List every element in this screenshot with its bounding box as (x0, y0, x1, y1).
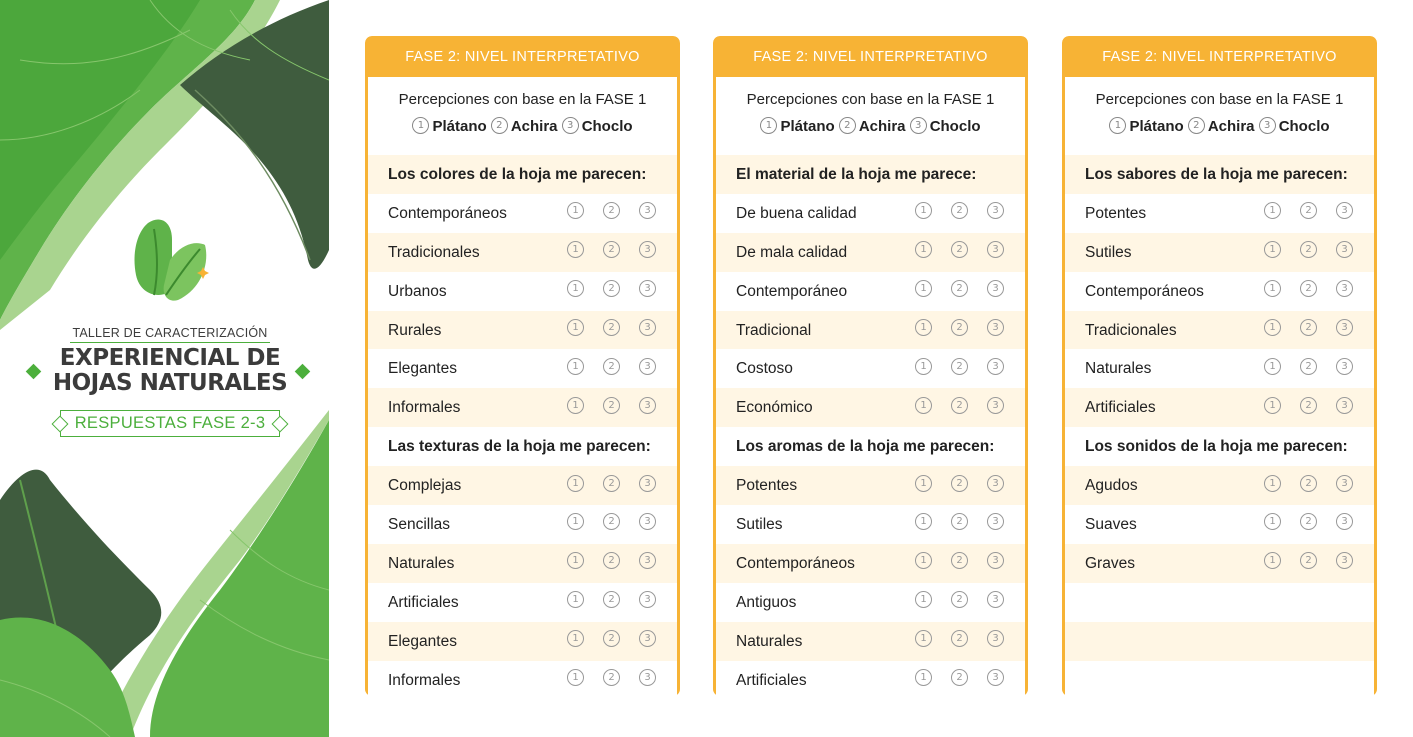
option-2-radio[interactable]: 2 (1300, 319, 1317, 336)
row-label: Sutiles (736, 516, 783, 534)
rating-row (716, 622, 1025, 661)
option-2-radio[interactable]: 2 (1300, 397, 1317, 414)
option-1-radio[interactable]: 1 (915, 280, 932, 297)
option-1-radio[interactable]: 1 (567, 319, 584, 336)
option-3-radio[interactable]: 3 (987, 475, 1004, 492)
legend-label: Plátano (432, 118, 487, 135)
number-2-icon: 2 (491, 117, 508, 134)
row-label: Graves (1085, 554, 1135, 572)
option-2-radio[interactable]: 2 (603, 475, 620, 492)
option-1-radio[interactable]: 1 (1264, 241, 1281, 258)
option-3-radio[interactable]: 3 (987, 591, 1004, 608)
empty-row (1065, 661, 1374, 696)
card-header: FASE 2: NIVEL INTERPRETATIVO (1062, 36, 1377, 77)
intro-text: Percepciones con base en la FASE 1 (398, 91, 647, 108)
rating-options (567, 349, 675, 389)
option-3-radio[interactable]: 3 (639, 630, 656, 647)
rating-options (915, 311, 1023, 351)
rating-options (567, 583, 675, 623)
option-2-radio[interactable]: 2 (951, 475, 968, 492)
option-1-radio[interactable]: 1 (567, 591, 584, 608)
row-label: Agudos (1085, 477, 1138, 495)
row-label: Naturales (736, 632, 803, 650)
row-label: Informales (388, 399, 461, 417)
option-3-radio[interactable]: 3 (987, 202, 1004, 219)
option-3-radio[interactable]: 3 (987, 358, 1004, 375)
option-2-radio[interactable]: 2 (1300, 513, 1317, 530)
option-2-radio[interactable]: 2 (603, 630, 620, 647)
rating-options (1264, 544, 1372, 584)
row-label: Elegantes (388, 632, 457, 650)
option-1-radio[interactable]: 1 (567, 475, 584, 492)
row-label: Elegantes (388, 360, 457, 378)
row-label: Contemporáneo (736, 282, 848, 300)
number-3-icon: 3 (562, 117, 579, 134)
rating-options (1264, 194, 1372, 234)
option-1-radio[interactable]: 1 (915, 397, 932, 414)
row-label: Contemporáneos (1085, 282, 1204, 300)
empty-row (1065, 622, 1374, 661)
row-label: De buena calidad (736, 204, 857, 222)
rating-row (716, 544, 1025, 583)
option-1-radio[interactable]: 1 (1264, 280, 1281, 297)
rating-options (915, 622, 1023, 662)
option-3-radio[interactable]: 3 (1336, 358, 1353, 375)
option-1-radio[interactable]: 1 (915, 241, 932, 258)
option-2-radio[interactable]: 2 (951, 358, 968, 375)
option-2-radio[interactable]: 2 (951, 552, 968, 569)
option-1-radio[interactable]: 1 (915, 319, 932, 336)
diamond-outline-icon (51, 416, 68, 433)
option-1-radio[interactable]: 1 (915, 202, 932, 219)
option-3-radio[interactable]: 3 (987, 630, 1004, 647)
rating-options (915, 272, 1023, 312)
rating-row (716, 583, 1025, 622)
rating-options (567, 233, 675, 273)
rating-row (716, 272, 1025, 311)
option-2-radio[interactable]: 2 (603, 397, 620, 414)
row-label: Antiguos (736, 593, 797, 611)
option-1-radio[interactable]: 1 (915, 591, 932, 608)
workshop-title (20, 346, 320, 396)
rating-row (716, 466, 1025, 505)
rating-options (567, 388, 675, 428)
rating-row (368, 544, 677, 583)
option-1-radio[interactable]: 1 (1264, 475, 1281, 492)
card-intro (368, 77, 677, 155)
rating-options (1264, 233, 1372, 273)
card-body (365, 77, 680, 696)
rating-options (915, 194, 1023, 234)
card-body (713, 77, 1028, 696)
rating-options (567, 194, 675, 234)
rating-row (368, 272, 677, 311)
option-2-radio[interactable]: 2 (603, 319, 620, 336)
option-3-radio[interactable]: 3 (987, 397, 1004, 414)
rating-options (567, 505, 675, 545)
row-label: Suaves (1085, 516, 1137, 534)
row-label: Costoso (736, 360, 793, 378)
option-3-radio[interactable]: 3 (639, 202, 656, 219)
legend-label: Choclo (1278, 118, 1330, 135)
row-label: Sutiles (1085, 243, 1132, 261)
phase-badge-label: RESPUESTAS FASE 2-3 (74, 414, 266, 432)
option-3-radio[interactable]: 3 (987, 552, 1004, 569)
rating-options (1264, 272, 1372, 312)
rating-row (368, 233, 677, 272)
number-1-icon: 1 (1109, 117, 1126, 134)
rating-options (915, 349, 1023, 389)
rating-options (915, 583, 1023, 623)
rating-options (915, 661, 1023, 696)
legend (368, 118, 677, 136)
option-3-radio[interactable]: 3 (1336, 552, 1353, 569)
legend-label: Choclo (929, 118, 981, 135)
rating-row (368, 194, 677, 233)
rating-row (368, 505, 677, 544)
intro-text: Percepciones con base en la FASE 1 (746, 91, 995, 108)
rating-options (567, 466, 675, 506)
number-2-icon: 2 (839, 117, 856, 134)
rating-row (1065, 505, 1374, 544)
row-label: Contemporáneos (736, 554, 855, 572)
legend-label: Plátano (1129, 118, 1184, 135)
option-1-radio[interactable]: 1 (915, 475, 932, 492)
rating-options (915, 505, 1023, 545)
option-2-radio[interactable]: 2 (603, 669, 620, 686)
option-2-radio[interactable]: 2 (1300, 202, 1317, 219)
option-1-radio[interactable]: 1 (915, 552, 932, 569)
option-2-radio[interactable]: 2 (603, 280, 620, 297)
legend (1065, 118, 1374, 136)
phase-card (1062, 36, 1377, 696)
legend-label: Achira (1207, 118, 1255, 135)
rating-options (1264, 505, 1372, 545)
option-3-radio[interactable]: 3 (639, 552, 656, 569)
rating-options (915, 466, 1023, 506)
row-label: Contemporáneos (388, 204, 507, 222)
rating-options (1264, 466, 1372, 506)
rating-row (716, 349, 1025, 388)
section-title: Los sonidos de la hoja me parecen: (1085, 438, 1348, 456)
phase-badge (60, 410, 281, 437)
legend-label: Plátano (780, 118, 835, 135)
option-3-radio[interactable]: 3 (987, 319, 1004, 336)
rating-row (716, 661, 1025, 696)
phase-card (365, 36, 680, 696)
option-2-radio[interactable]: 2 (951, 241, 968, 258)
rating-row (368, 388, 677, 427)
card-header: FASE 2: NIVEL INTERPRETATIVO (713, 36, 1028, 77)
section-title: Los sabores de la hoja me parecen: (1065, 155, 1374, 194)
rating-row (368, 622, 677, 661)
option-1-radio[interactable]: 1 (567, 358, 584, 375)
option-1-radio[interactable]: 1 (567, 513, 584, 530)
row-label: Económico (736, 399, 813, 417)
rating-row (1065, 466, 1374, 505)
option-2-radio[interactable]: 2 (603, 202, 620, 219)
rating-options (1264, 311, 1372, 351)
rating-row (1065, 272, 1374, 311)
diamond-outline-icon (272, 416, 289, 433)
option-3-radio[interactable]: 3 (639, 319, 656, 336)
leaf-logo-icon (130, 215, 210, 310)
option-3-radio[interactable]: 3 (1336, 513, 1353, 530)
row-label: Artificiales (1085, 399, 1156, 417)
option-3-radio[interactable]: 3 (1336, 319, 1353, 336)
card-intro (716, 77, 1025, 155)
option-2-radio[interactable]: 2 (603, 513, 620, 530)
option-3-radio[interactable]: 3 (639, 475, 656, 492)
option-1-radio[interactable]: 1 (915, 513, 932, 530)
rating-row (716, 233, 1025, 272)
option-3-radio[interactable]: 3 (1336, 475, 1353, 492)
section-title: Las texturas de la hoja me parecen: (388, 438, 651, 456)
rating-options (915, 544, 1023, 584)
title-line-1: EXPERIENCIAL DE (59, 345, 281, 371)
option-3-radio[interactable]: 3 (987, 280, 1004, 297)
option-1-radio[interactable]: 1 (915, 630, 932, 647)
row-label: Informales (388, 671, 461, 689)
card-body (1062, 77, 1377, 696)
rating-options (567, 272, 675, 312)
rating-options (567, 311, 675, 351)
option-1-radio[interactable]: 1 (567, 280, 584, 297)
rating-row (1065, 544, 1374, 583)
row-label: Tradicional (736, 321, 812, 339)
option-1-radio[interactable]: 1 (1264, 552, 1281, 569)
option-1-radio[interactable]: 1 (1264, 202, 1281, 219)
option-2-radio[interactable]: 2 (951, 630, 968, 647)
option-3-radio[interactable]: 3 (639, 669, 656, 686)
option-1-radio[interactable]: 1 (1264, 319, 1281, 336)
rating-row (1065, 388, 1374, 427)
row-label: Potentes (1085, 204, 1147, 222)
number-3-icon: 3 (1259, 117, 1276, 134)
intro-text: Percepciones con base en la FASE 1 (1095, 91, 1344, 108)
empty-row (1065, 583, 1374, 622)
row-label: Artificiales (736, 671, 807, 689)
row-label: Naturales (388, 554, 455, 572)
rating-row (368, 311, 677, 350)
rating-options (567, 544, 675, 584)
row-label: Tradicionales (1085, 321, 1177, 339)
row-label: Naturales (1085, 360, 1152, 378)
option-3-radio[interactable]: 3 (639, 358, 656, 375)
rating-row (716, 311, 1025, 350)
option-3-radio[interactable]: 3 (1336, 241, 1353, 258)
number-1-icon: 1 (412, 117, 429, 134)
row-label: Rurales (388, 321, 442, 339)
rating-options (567, 661, 675, 696)
option-1-radio[interactable]: 1 (567, 241, 584, 258)
legend (716, 118, 1025, 136)
rating-row (368, 349, 677, 388)
option-1-radio[interactable]: 1 (567, 630, 584, 647)
brand-block (20, 215, 320, 437)
section-title: El material de la hoja me parece: (716, 155, 1025, 194)
option-2-radio[interactable]: 2 (951, 319, 968, 336)
option-2-radio[interactable]: 2 (1300, 358, 1317, 375)
option-3-radio[interactable]: 3 (639, 513, 656, 530)
option-3-radio[interactable]: 3 (1336, 280, 1353, 297)
option-2-radio[interactable]: 2 (603, 552, 620, 569)
option-2-radio[interactable]: 2 (603, 591, 620, 608)
rating-options (915, 388, 1023, 428)
rating-row (1065, 311, 1374, 350)
section-title: Los colores de la hoja me parecen: (368, 155, 677, 194)
option-3-radio[interactable]: 3 (639, 241, 656, 258)
option-2-radio[interactable]: 2 (951, 280, 968, 297)
option-3-radio[interactable]: 3 (1336, 397, 1353, 414)
row-label: De mala calidad (736, 243, 848, 261)
option-2-radio[interactable]: 2 (603, 358, 620, 375)
option-2-radio[interactable]: 2 (951, 397, 968, 414)
row-label: Sencillas (388, 516, 451, 534)
section-title: Los aromas de la hoja me parecen: (736, 438, 995, 456)
option-2-radio[interactable]: 2 (1300, 241, 1317, 258)
legend-label: Achira (510, 118, 558, 135)
option-2-radio[interactable]: 2 (1300, 475, 1317, 492)
option-1-radio[interactable]: 1 (1264, 397, 1281, 414)
card-header: FASE 2: NIVEL INTERPRETATIVO (365, 36, 680, 77)
number-1-icon: 1 (760, 117, 777, 134)
rating-row (1065, 194, 1374, 233)
row-label: Artificiales (388, 593, 459, 611)
option-1-radio[interactable]: 1 (567, 552, 584, 569)
row-label: Urbanos (388, 282, 447, 300)
option-1-radio[interactable]: 1 (567, 669, 584, 686)
rating-row (368, 583, 677, 622)
rating-options (1264, 349, 1372, 389)
option-1-radio[interactable]: 1 (1264, 513, 1281, 530)
phase-card (713, 36, 1028, 696)
option-1-radio[interactable]: 1 (1264, 358, 1281, 375)
option-3-radio[interactable]: 3 (987, 669, 1004, 686)
option-1-radio[interactable]: 1 (915, 358, 932, 375)
legend-label: Achira (858, 118, 906, 135)
option-2-radio[interactable]: 2 (951, 591, 968, 608)
option-3-radio[interactable]: 3 (1336, 202, 1353, 219)
option-1-radio[interactable]: 1 (567, 397, 584, 414)
rating-options (567, 622, 675, 662)
option-2-radio[interactable]: 2 (951, 513, 968, 530)
option-3-radio[interactable]: 3 (639, 397, 656, 414)
option-2-radio[interactable]: 2 (1300, 280, 1317, 297)
option-1-radio[interactable]: 1 (915, 669, 932, 686)
cover-panel (0, 0, 329, 737)
rating-options (1264, 388, 1372, 428)
row-label: Complejas (388, 477, 462, 495)
number-2-icon: 2 (1188, 117, 1205, 134)
rating-row (1065, 349, 1374, 388)
rating-row (716, 505, 1025, 544)
option-3-radio[interactable]: 3 (987, 241, 1004, 258)
option-2-radio[interactable]: 2 (951, 669, 968, 686)
row-label: Potentes (736, 477, 798, 495)
option-3-radio[interactable]: 3 (639, 591, 656, 608)
option-2-radio[interactable]: 2 (1300, 552, 1317, 569)
card-intro (1065, 77, 1374, 155)
option-1-radio[interactable]: 1 (567, 202, 584, 219)
rating-row (716, 388, 1025, 427)
option-2-radio[interactable]: 2 (951, 202, 968, 219)
rating-row (368, 466, 677, 505)
number-3-icon: 3 (910, 117, 927, 134)
rating-row (368, 661, 677, 696)
rating-row (716, 194, 1025, 233)
workshop-subtitle: TALLER DE CARACTERIZACIÓN (70, 326, 269, 343)
option-2-radio[interactable]: 2 (603, 241, 620, 258)
row-label: Tradicionales (388, 243, 480, 261)
option-3-radio[interactable]: 3 (639, 280, 656, 297)
rating-row (1065, 233, 1374, 272)
title-line-2: HOJAS NATURALES (52, 370, 288, 396)
option-3-radio[interactable]: 3 (987, 513, 1004, 530)
legend-label: Choclo (581, 118, 633, 135)
rating-options (915, 233, 1023, 273)
